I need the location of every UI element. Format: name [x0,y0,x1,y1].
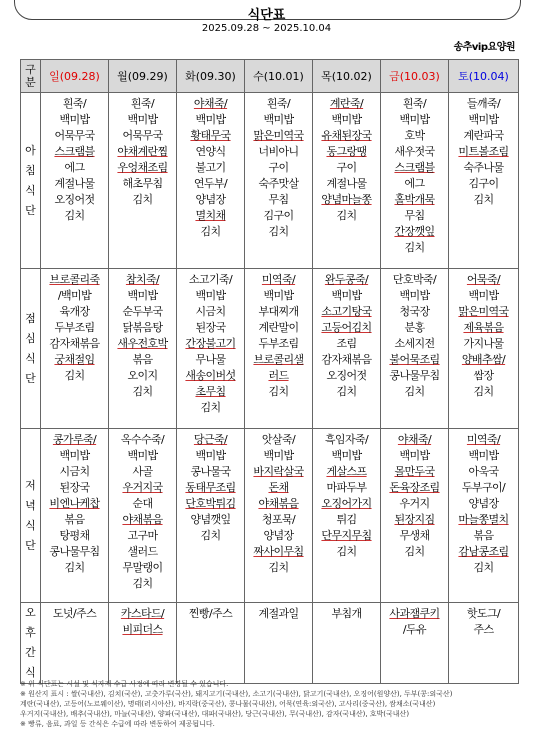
menu-item: 고등어김치 [321,321,372,334]
menu-item: 김치 [268,561,289,574]
menu-cell [177,429,245,603]
menu-item: 백미밥 [399,113,430,126]
menu-item: 새우젓국 [394,145,435,158]
menu-item: 조림 [336,337,357,350]
menu-item: 짜사이무침 [253,545,304,558]
menu-cell [109,603,177,684]
menu-cell [177,603,245,684]
menu-item: 양념장 [195,193,226,206]
menu-item: 야채죽/ [193,97,228,110]
menu-item: 돈육장조림 [389,481,440,494]
menu-item: 동그랑땡 [326,145,367,158]
menu-cell [449,93,519,269]
day-header: 화(09.30) [177,60,245,93]
menu-item: 계란말이 [258,321,299,334]
menu-item: 제육볶음 [463,321,504,334]
menu-item: 백미밥 [468,113,499,126]
meal-label: 오 후 간 식 [21,603,41,684]
menu-cell [245,429,313,603]
menu-item: 마파두부 [326,481,367,494]
menu-cell [41,93,109,269]
menu-item: 백미밥 [331,289,362,302]
menu-item: 호박 [404,129,425,142]
menu-item: 김치 [64,209,85,222]
menu-item: 미역죽/ [466,433,501,446]
menu-item: 감남콩조림 [458,545,509,558]
menu-item: 소고기탕국 [321,305,372,318]
menu-item: 흰죽/ [266,97,291,110]
menu-item: 두부구이/ [461,481,506,494]
menu-cell [313,269,381,429]
menu-item: 청포묵/ [261,513,296,526]
menu-item: 맑은미역국 [253,129,304,142]
menu-item: 단호박튀김 [185,497,236,510]
menu-cell [41,269,109,429]
meal-label: 저 녁 식 단 [21,429,41,603]
menu-item: 구이 [336,161,357,174]
menu-item: 샐러드 [127,545,158,558]
menu-item: 무침 [268,193,289,206]
menu-item: 계절과일 [258,607,299,620]
menu-item: 완두콩죽/ [324,273,369,286]
menu-item: 순두부국 [122,305,163,318]
menu-item: 야채볶음 [258,497,299,510]
menu-item: 양념장 [263,529,294,542]
menu-item: 김치 [132,577,153,590]
menu-item: 야채볶음 [122,513,163,526]
menu-item: 비엔나케찹 [49,497,100,510]
menu-item: 백미밥 [331,449,362,462]
menu-item: 김치 [473,193,494,206]
menu-cell [41,603,109,684]
menu-item: 김치 [64,561,85,574]
menu-item: 김치 [132,385,153,398]
menu-item: 김치 [404,545,425,558]
menu-cell [245,603,313,684]
menu-item: 사골 [132,465,153,478]
menu-item: 김치 [132,193,153,206]
menu-item: 야채죽/ [397,433,432,446]
menu-cell [109,429,177,603]
menu-cell [313,429,381,603]
menu-item: 김구이 [263,209,294,222]
menu-item: 야채계란찜 [117,145,168,158]
menu-item: 연양식 [195,145,226,158]
note-line: ※ 위 식단표는 시설 및 식자재 수급 사정에 따라 변경될 수 있습니다. [20,680,229,688]
menu-item: 쌈장 [473,369,494,382]
menu-item: 부대찌개 [258,305,299,318]
menu-item: 시금치 [59,465,90,478]
menu-item: 멸치채 [195,209,226,222]
meal-row [21,603,519,684]
menu-item: 무말랭이 [122,561,163,574]
menu-item: 오징어젓 [326,369,367,382]
menu-item: 미트볼조림 [458,145,509,158]
menu-item: 계란파국 [463,129,504,142]
menu-item: 김치 [64,369,85,382]
menu-item: 김치 [336,209,357,222]
menu-item: 김치 [473,385,494,398]
menu-item: 너비아니 [258,145,299,158]
menu-item: 시금치 [195,305,226,318]
menu-item: 백미밥 [195,449,226,462]
menu-item: 계절나물 [54,177,95,190]
menu-item: 유채된장국 [321,129,372,142]
menu-item: 감자채볶음 [49,337,100,350]
menu-item: 김치 [404,241,425,254]
menu-item: 닭볶음탕 [122,321,163,334]
menu-item: 양념장 [468,497,499,510]
menu-item: 간장깻잎 [394,225,435,238]
menu-item: 백미밥 [468,289,499,302]
note-line: ※ 빵류, 음료, 과일 등 간식은 수급에 따라 변동하여 제공됩니다. [20,720,215,728]
menu-item: 흑임자죽/ [324,433,369,446]
note-line: 우거지(국내산), 배추(국내산), 마늘(국내산), 양파(국내산), 대파(국내산), 당근(국내산), 무(국내산), 감자(국내산), 호박(국내산) [20,710,410,718]
menu-item: 어묵죽/ [466,273,501,286]
menu-item: 도넛/주스 [52,607,97,620]
day-header: 토(10.04) [449,60,519,93]
meal-label: 아 침 식 단 [21,93,41,269]
menu-item: 우거지국 [122,481,163,494]
menu-item: 콩나물무침 [49,545,100,558]
menu-item: 백미밥 [127,113,158,126]
menu-item: 볶음 [473,529,494,542]
menu-item: 볶음 [132,353,153,366]
menu-item: 김치 [336,385,357,398]
menu-item: 백미밥 [399,289,430,302]
menu-item: 백미밥 [127,449,158,462]
meal-label: 점 심 식 단 [21,269,41,429]
menu-item: 주스 [473,623,494,636]
menu-item: 김치 [268,225,289,238]
menu-item: 어묵무국 [122,129,163,142]
menu-item: 콩나물국 [190,465,231,478]
menu-item: 볶음 [64,513,85,526]
menu-item: 단호박죽/ [392,273,437,286]
menu-item: 카스타드/ [120,607,165,620]
menu-item: 불어묵조림 [389,353,440,366]
menu-item: 오징어가지 [321,497,372,510]
menu-item: 초무침 [195,385,226,398]
menu-item: 우거지 [399,497,430,510]
menu-cell [245,269,313,429]
menu-item: 에그 [404,177,425,190]
menu-item: 비피더스 [122,623,163,636]
menu-item: 김구이 [468,177,499,190]
menu-item: 계란죽/ [329,97,364,110]
menu-item: 김치 [200,225,221,238]
menu-item: 김치 [336,545,357,558]
menu-cell [177,93,245,269]
menu-item: 연두부/ [193,177,228,190]
menu-item: 튀김 [336,513,357,526]
menu-item: 맑은미역국 [458,305,509,318]
menu-cell [109,269,177,429]
meal-row [21,429,519,603]
day-header: 수(10.01) [245,60,313,93]
menu-item: 김치 [473,561,494,574]
menu-item: 바지락살국 [253,465,304,478]
menu-item: 청국장 [399,305,430,318]
menu-cell [381,429,449,603]
menu-item: 스크램블 [394,161,435,174]
menu-cell [449,603,519,684]
menu-cell [449,429,519,603]
menu-cell [449,269,519,429]
menu-cell [381,269,449,429]
menu-item: 참치죽/ [125,273,160,286]
note-line: ※ 원산지 표시 : 쌀(국내산), 김치(국산), 고춧가루(국산), 돼지고기(국내산), 소고기(국내산), 닭고기(국내산), 오징어(원양산), 두부(콩:외국산) [20,690,453,698]
menu-item: 게살스프 [326,465,367,478]
menu-item: 두부조림 [258,337,299,350]
organization-name: 송추vip요양원 [453,42,515,53]
menu-cell [41,429,109,603]
menu-item: 백미밥 [263,449,294,462]
note-line: 계란(국내산), 고등어(노르웨이산), 명태(러시아산), 바지락(중국산), 콩나물(국내산), 어묵(연육:외국산), 고사리(중국산), 쌈채소(국내산) [20,700,436,708]
menu-item: 당근죽/ [193,433,228,446]
menu-item: /백미밥 [57,289,92,302]
menu-item: 백미밥 [399,449,430,462]
menu-cell [177,269,245,429]
menu-item: 계절나물 [326,177,367,190]
menu-item: 앗살죽/ [261,433,296,446]
menu-item: 들깨죽/ [466,97,501,110]
menu-item: 오이지 [127,369,158,382]
menu-item: 에그 [64,161,85,174]
menu-item: 백미밥 [263,113,294,126]
corner-label [21,60,41,93]
menu-item: 불고기 [195,161,226,174]
menu-item: 홀박개묵 [394,193,435,206]
menu-item: 콩가루죽/ [52,433,97,446]
menu-item: 러드 [268,369,289,382]
date-range: 2025.09.28 ~ 2025.10.04 [201,23,332,34]
notes [20,679,520,729]
menu-item: 마늘쫑멸치 [458,513,509,526]
menu-item: 아욱국 [468,465,499,478]
menu-item: 된장국 [59,481,90,494]
menu-item: 양배추쌈/ [461,353,506,366]
menu-item: 간장불고기 [185,337,236,350]
menu-item: 오징어젓 [54,193,95,206]
menu-item: 새송이버섯 [185,369,236,382]
menu-item: 브로콜리샐 [253,353,304,366]
menu-item: 백미밥 [263,289,294,302]
menu-item: 구이 [268,161,289,174]
menu-item: 무나물 [195,353,226,366]
menu-item: 백미밥 [59,449,90,462]
menu-item: 감자채볶음 [321,353,372,366]
menu-item: 순대 [132,497,153,510]
menu-item: 김치 [200,401,221,414]
menu-item: 백미밥 [195,113,226,126]
menu-cell [313,93,381,269]
menu-item: 브로콜리죽 [49,273,100,286]
menu-item: /두유 [402,623,427,636]
meal-row [21,93,519,269]
page-title: 식단표 [247,8,286,23]
menu-item: 돈채 [268,481,289,494]
menu-item: 미역죽/ [261,273,296,286]
day-header: 금(10.03) [381,60,449,93]
menu-item: 궁채절임 [54,353,95,366]
menu-item: 고구마 [127,529,158,542]
day-header: 월(09.29) [109,60,177,93]
menu-cell [381,603,449,684]
menu-item: 스크램블 [54,145,95,158]
menu-item: 흰죽/ [130,97,155,110]
menu-item: 사과잼쿠키 [389,607,440,620]
menu-item: 양념마늘쫑 [321,193,372,206]
menu-item: 김치 [200,529,221,542]
menu-item: 백미밥 [59,113,90,126]
menu-item: 황태무국 [190,129,231,142]
menu-item: 소세지전 [394,337,435,350]
menu-item: 탕평채 [59,529,90,542]
menu-item: 옥수수죽/ [120,433,165,446]
menu-item: 부침개 [331,607,362,620]
menu-item: 소고기죽/ [188,273,233,286]
menu-item: 백미밥 [127,289,158,302]
menu-item: 백미밥 [331,113,362,126]
menu-item: 분홍 [404,321,425,334]
menu-cell [381,93,449,269]
menu-item: 동태무조림 [185,481,236,494]
menu-item: 몰만두국 [394,465,435,478]
menu-item: 된장지짐 [394,513,435,526]
menu-item: 두부조림 [54,321,95,334]
menu-cell [109,93,177,269]
menu-item: 새우전호박 [117,337,168,350]
menu-item: 흰죽/ [402,97,427,110]
menu-item: 백미밥 [468,449,499,462]
menu-cell [245,93,313,269]
menu-item: 무침 [404,209,425,222]
corner-text: 구 분 [25,63,36,89]
menu-item: 콩나물무침 [389,369,440,382]
menu-item: 해초무침 [122,177,163,190]
header-row [21,60,519,93]
menu-item: 김치 [268,385,289,398]
menu-item: 된장국 [195,321,226,334]
menu-item: 우엉채조림 [117,161,168,174]
menu-item: 숙주맛살 [258,177,299,190]
menu-cell [313,603,381,684]
menu-table [20,59,519,684]
menu-item: 흰죽/ [62,97,87,110]
menu-item: 백미밥 [195,289,226,302]
menu-item: 어묵무국 [54,129,95,142]
menu-item: 육개장 [59,305,90,318]
menu-item: 핫도그/ [466,607,501,620]
menu-item: 김치 [404,385,425,398]
menu-item: 단무지무침 [321,529,372,542]
meal-row [21,269,519,429]
day-header: 목(10.02) [313,60,381,93]
day-header: 일(09.28) [41,60,109,93]
menu-item: 찐빵/주스 [188,607,233,620]
menu-item: 숙주나물 [463,161,504,174]
menu-item: 양념깻잎 [190,513,231,526]
menu-item: 무생채 [399,529,430,542]
menu-item: 가지나물 [463,337,504,350]
